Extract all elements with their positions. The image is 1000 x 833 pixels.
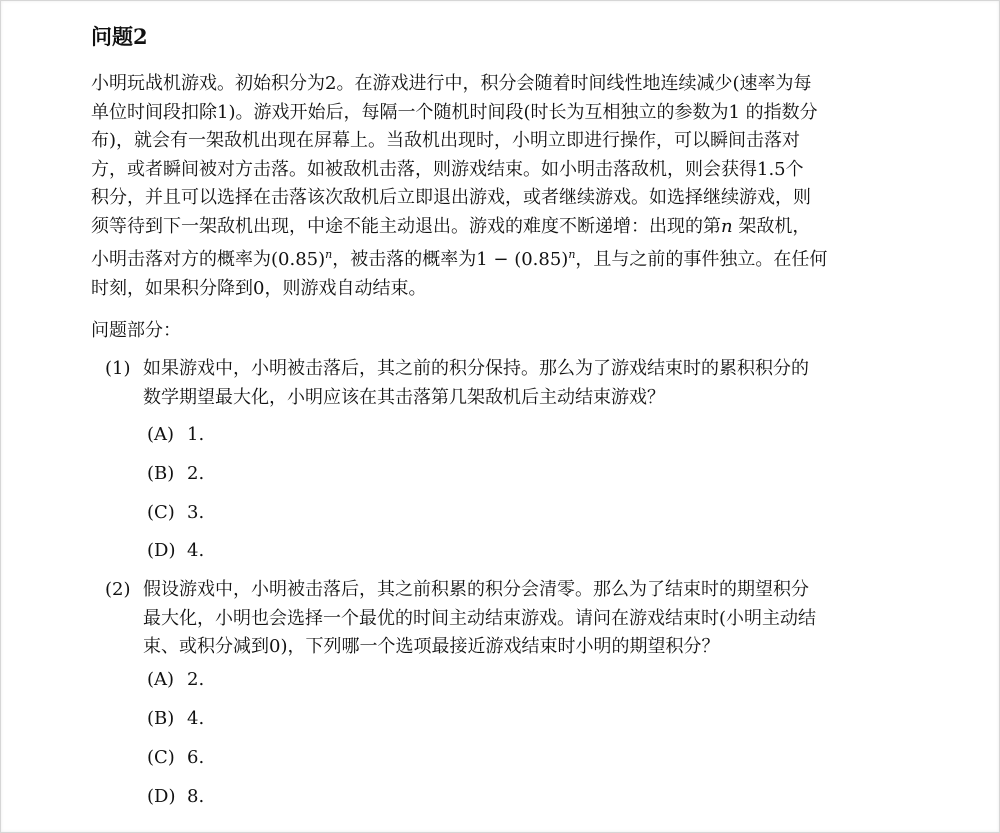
question-number: (2) [105,579,131,600]
statement-line: 布)，就会有一架敌机出现在屏幕上。当敌机出现时，小明立即进行操作，可以瞬间击落对 [91,130,801,151]
statement-text: 须等待到下一架敌机出现，中途不能主动退出。游戏的难度不断递增：出现的第 [91,215,721,237]
option-1d[interactable] [147,537,204,565]
question-line: 数学期望最大化，小明应该在其击落第几架敌机后主动结束游戏？ [143,386,665,408]
statement-line: 单位时间段扣除1)。游戏开始后，每隔一个随机时间段(时长为互相独立的参数为1 的指数分 [91,101,818,123]
statement-text: ，且与之前的事件独立。在任何 [575,249,828,270]
option-text: 2. [187,463,205,484]
option-label: (A) [147,669,175,690]
problem-title: 问题2 [91,24,148,49]
option-text: 3. [187,502,205,523]
question-1 [105,355,935,415]
option-text: 1. [187,424,205,445]
question-2 [105,576,935,664]
option-label: (D) [147,540,176,561]
statement-line: 积分，并且可以选择在击落该次敌机后立即退出游戏，或者继续游戏。如选择继续游戏，则 [91,187,811,208]
question-line: 如果游戏中，小明被击落后，其之前的积分保持。那么为了游戏结束时的累积积分的 [143,358,809,379]
statement-text: 架敌机， [732,215,811,237]
math-variable: n [721,215,733,237]
option-text: 8. [187,786,205,807]
math-exponent: n [325,248,333,261]
statement-line [91,241,936,275]
option-2b[interactable] [147,705,204,733]
option-label: (A) [147,424,175,445]
statement-line: 时刻，如果积分降到0，则游戏自动结束。 [91,277,427,299]
option-text: 4. [187,708,205,729]
question-text [143,355,809,412]
option-2a[interactable] [147,666,204,694]
option-text: 6. [187,747,205,768]
option-2d[interactable] [147,783,204,811]
section-label: 问题部分： [91,320,181,341]
option-1c[interactable] [147,499,204,527]
option-text: 2. [187,669,205,690]
question-line: 假设游戏中，小明被击落后，其之前积累的积分会清零。那么为了结束时的期望积分 [143,579,809,600]
option-label: (C) [147,747,175,768]
statement-line: 小明玩战机游戏。初始积分为2。在游戏进行中，积分会随着时间线性地连续减少(速率为每 [91,73,812,94]
statement-line: 方，或者瞬间被对方击落。如被敌机击落，则游戏结束。如小明击落敌机，则会获得1.5个 [91,158,804,180]
math-exponent: n [568,248,576,261]
question-text [143,576,816,662]
statement-line [91,213,936,242]
question-number: (1) [105,358,131,379]
option-label: (B) [147,708,175,729]
problem-statement [91,70,936,303]
option-label: (D) [147,786,176,807]
option-label: (C) [147,502,175,523]
option-1a[interactable] [147,421,204,449]
statement-text: 小明击落对方的概率为(0.85) [91,249,326,270]
option-label: (B) [147,463,175,484]
option-2c[interactable] [147,744,204,772]
statement-text: ，被击落的概率为1 − (0.85) [332,249,569,270]
question-line: 束、或积分减到0)，下列哪一个选项最接近游戏结束时小明的期望积分？ [143,636,720,657]
question-line: 最大化，小明也会选择一个最优的时间主动结束游戏。请问在游戏结束时(小明主动结 [143,607,817,629]
option-1b[interactable] [147,460,204,488]
option-text: 4. [187,540,205,561]
